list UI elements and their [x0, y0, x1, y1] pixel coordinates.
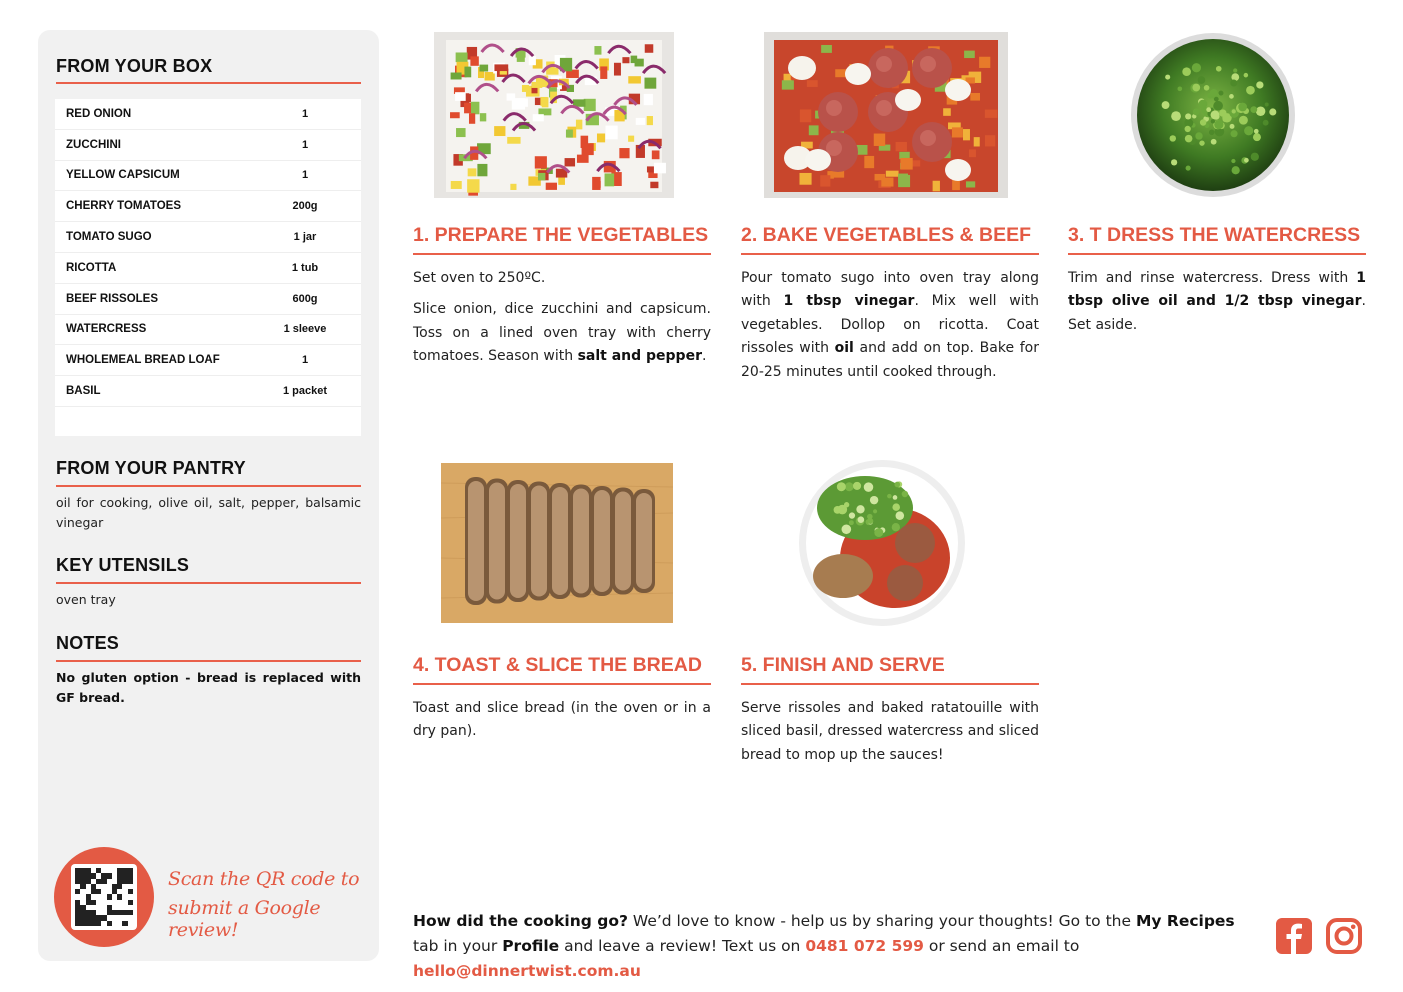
ingredient-name: CHERRY TOMATOES	[66, 200, 182, 213]
ingredient-name: TOMATO SUGO	[66, 231, 152, 244]
text: Pour tomato sugo into oven tray along with	[741, 270, 1039, 310]
watercress-bowl-photo	[1128, 30, 1298, 200]
sidebar-panel	[38, 30, 379, 961]
divider	[413, 683, 711, 685]
ingredient-row	[55, 161, 361, 192]
ingredient-row	[55, 315, 361, 346]
step-5-text	[741, 697, 1039, 775]
qr-code-badge[interactable]	[54, 847, 154, 947]
review-question: How did the cooking go?	[413, 912, 628, 930]
step-4-text	[413, 697, 711, 752]
prepared-vegetables-photo	[428, 30, 680, 200]
divider	[741, 253, 1039, 255]
step-3-text	[1068, 267, 1366, 345]
step-1-paragraph-2	[413, 298, 711, 368]
step-1-text	[413, 267, 711, 377]
ingredient-quantity: 1	[301, 107, 309, 120]
ingredient-name: YELLOW CAPSICUM	[66, 169, 180, 182]
divider	[56, 582, 361, 584]
ingredient-name: RED ONION	[66, 107, 132, 120]
finished-dish-photo	[795, 458, 969, 628]
text: We’d love to know - help us by sharing your thoughts! Go to the	[627, 912, 1136, 930]
ingredient-quantity: 1 jar	[293, 231, 317, 244]
step-4-paragraph: Toast and slice bread (in the oven or in a dry pan).	[413, 700, 711, 740]
ingredient-name: ZUCCHINI	[66, 138, 121, 151]
key-utensils-title: KEY UTENSILS	[56, 555, 190, 575]
divider	[56, 485, 361, 487]
phone-link[interactable]: 0481 072 599	[805, 937, 924, 955]
ingredient-row	[55, 376, 361, 407]
bold-text: 1 tbsp vinegar	[783, 293, 915, 310]
step-5-paragraph: Serve rissoles and baked ratatouille with sliced basil, dressed watercress and sliced bread to mop up the sauces!	[741, 700, 1039, 763]
divider	[1068, 253, 1366, 255]
instagram-icon[interactable]	[1325, 917, 1363, 955]
ingredient-row	[55, 253, 361, 284]
from-your-pantry-title: FROM YOUR PANTRY	[56, 458, 246, 478]
facebook-icon[interactable]	[1275, 917, 1313, 955]
text: tab in your	[413, 937, 503, 955]
notes-text: No gluten option - bread is replaced with GF bread.	[56, 670, 361, 705]
step-5-title: 5. FINISH AND SERVE	[741, 654, 945, 676]
ingredient-name: WATERCRESS	[66, 323, 147, 336]
divider	[56, 82, 361, 84]
ingredient-row	[55, 130, 361, 161]
baked-tray-photo	[758, 30, 1014, 200]
qr-caption-line-2: submit a Google review!	[168, 897, 321, 941]
step-1-title: 1. PREPARE THE VEGETABLES	[413, 224, 709, 246]
text: and add on top. Bake for 20-25 minutes until cooked through.	[741, 340, 1039, 380]
step-4-title: 4. TOAST & SLICE THE BREAD	[413, 654, 702, 676]
ingredient-quantity: 200g	[292, 200, 318, 213]
ingredient-row	[55, 222, 361, 253]
step-2-text	[741, 267, 1039, 392]
email-link[interactable]: hello@dinnertwist.com.au	[413, 962, 641, 980]
ingredient-quantity: 1 sleeve	[283, 323, 327, 336]
step-1-paragraph-1: Set oven to 250ºC.	[413, 270, 546, 286]
text: .	[701, 348, 707, 365]
step-3-title: 3. T DRESS THE WATERCRESS	[1068, 224, 1361, 246]
text: . Set aside.	[1068, 293, 1366, 333]
ingredient-quantity: 1	[301, 354, 309, 367]
qr-code[interactable]	[71, 864, 137, 930]
ingredient-quantity: 1	[301, 169, 309, 182]
divider	[56, 660, 361, 662]
text: . Mix well with vegetables. Dollop on ricotta. Coat rissoles with	[741, 293, 1039, 357]
ingredient-quantity: 1 packet	[282, 385, 328, 398]
ingredient-row	[55, 99, 361, 130]
divider	[741, 683, 1039, 685]
utensils-text: oven tray	[56, 592, 116, 607]
from-your-box-title: FROM YOUR BOX	[56, 56, 213, 76]
ingredient-table	[55, 99, 361, 436]
ingredient-row	[55, 284, 361, 315]
qr-caption-line-1: Scan the QR code to	[168, 868, 360, 890]
ingredient-name: BASIL	[66, 385, 101, 398]
text: and leave a review! Text us on	[559, 937, 806, 955]
ingredient-name: BEEF RISSOLES	[66, 292, 159, 305]
ingredient-row	[55, 191, 361, 222]
ingredient-row	[55, 345, 361, 376]
bold-text: oil	[834, 340, 854, 357]
review-prompt	[413, 909, 1263, 984]
profile-label: Profile	[502, 937, 560, 955]
pantry-text: oil for cooking, olive oil, salt, pepper, balsamic vinegar	[56, 495, 361, 530]
ingredient-quantity: 1	[301, 138, 309, 151]
ingredient-name: WHOLEMEAL BREAD LOAF	[66, 354, 220, 367]
my-recipes-label: My Recipes	[1135, 912, 1235, 930]
notes-title: NOTES	[56, 633, 120, 653]
text: Trim and rinse watercress. Dress with	[1068, 270, 1357, 286]
ingredient-quantity: 600g	[292, 292, 318, 305]
text: Slice onion, dice zucchini and capsicum. Toss on a lined oven tray with cherry tomatoes. Season with	[413, 301, 711, 365]
ingredient-name: RICOTTA	[66, 261, 117, 274]
text: or send an email to	[923, 937, 1080, 955]
sliced-bread-photo	[441, 463, 673, 623]
bold-text: salt and pepper	[577, 348, 702, 365]
ingredient-quantity: 1 tub	[291, 261, 319, 274]
divider	[413, 253, 711, 255]
step-2-title: 2. BAKE VEGETABLES & BEEF	[741, 224, 1032, 246]
bold-text: 1 tbsp olive oil and 1/2 tbsp vinegar	[1068, 270, 1366, 310]
